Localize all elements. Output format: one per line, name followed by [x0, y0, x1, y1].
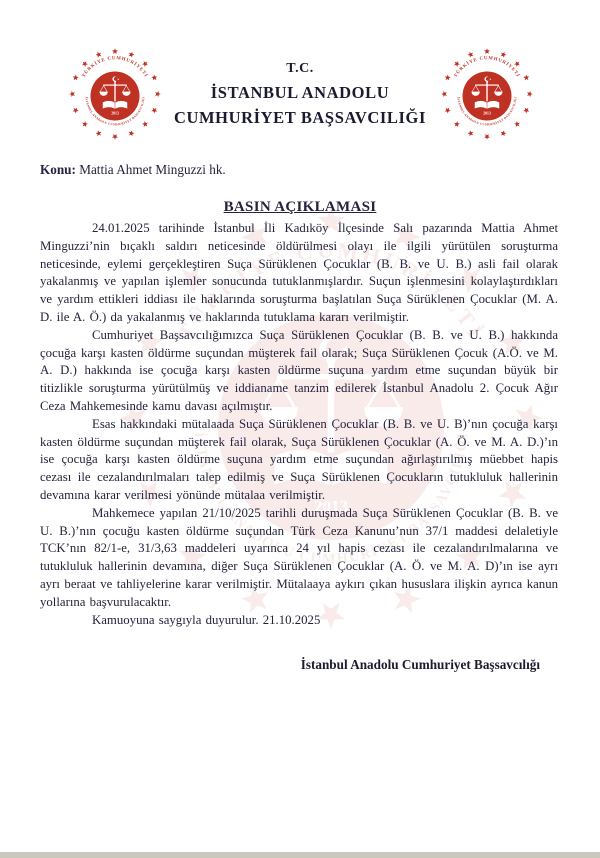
body-paragraph-4: Mahkemece yapılan 21/10/2025 tarihli duruşmada Suça Sürüklenen Çocuklar (B. B. ve U. B.)’nın çocuğu kasten öldürme suçundan Türk Ceza Kanunu’nun 37/1 maddesi delaletiyle TCK’nın 82/1-e, 31/3,63 maddeleri uyarınca 24 yıl hapis cezası ile cezalandırılmalarına ve tutukluluk hallerinin devamına, diğer Suça Sürüklenen Çocuklar (A. Ö. ve M. A. D)’ın ise ayrı ayrı beraat ve tahliyelerine karar verilmiştir. Mütalaaya aykırı çıkan hususlara ilişkin ayrıca kanun yollarına başvurulacaktır. — [40, 505, 558, 609]
header-org-line1: İSTANBUL ANADOLU — [210, 83, 390, 102]
header-org-line2: CUMHURİYET BAŞSAVCILIĞI — [173, 108, 427, 127]
signature-line: İstanbul Anadolu Cumhuriyet Başsavcılığı — [300, 657, 540, 673]
subject-line — [0, 148, 600, 178]
justice-seal-emblem-left — [66, 45, 164, 143]
body-paragraph-2: Cumhuriyet Başsavcılığımızca Suça Sürüklenen Çocuklar (B. B. ve U. B.) hakkında çocuğa karşı kasten öldürme suçundan müşterek fail olarak; Suça Sürüklenen Çocuk (A.Ö. ve M. A. D.) hakkında ise çocuğa karşı kasten öldürme suçuna yardım etme suçundan büyük bir titizlikle soruşturma yürütülmüş ve iddianame tanzim edilerek İstanbul Anadolu 2. Çocuk Ağır Ceza Mahkemesinde kamu davası açılmıştır. — [40, 327, 558, 413]
body-paragraph-1: 24.01.2025 tarihinde İstanbul İli Kadıköy İlçesinde Salı pazarında Mattia Ahmet Minguzzi’nin bıçaklı saldırı neticesinde öldürülmesi olayı ile ilgili yürütülen soruşturma neticesinde, eylemi gerçekleştiren Suça Sürüklenen Çocuklar (B. B. ve U. B.) asli fail olarak yakalanmış ve yapılan işlemler sonucunda tutuklanmışlardır. Suçun işlenmesini kolaylaştırdıkları ve yardım ettikleri iddiası ile haklarında soruşturma başlatılan Suça Sürüklenen Çocuklar (M. A. D. ile A. Ö.) da yakalanmış ve haklarında tutuklama kararı verilmiştir. — [40, 221, 558, 324]
press-release-title: BASIN AÇIKLAMASI — [223, 199, 377, 215]
letterhead — [0, 0, 600, 148]
subject-value: Mattia Ahmet Minguzzi hk. — [79, 162, 226, 177]
footer-bar — [0, 852, 600, 858]
justice-seal-emblem-right — [438, 45, 536, 143]
body-text — [0, 216, 600, 629]
closing-line: Kamuoyuna saygıyla duyurulur. 21.10.2025 — [92, 612, 321, 627]
subject-label: Konu: — [40, 162, 76, 177]
body-paragraph-3: Esas hakkındaki mütalaada Suça Sürüklenen Çocuklar (B. B. ve U. B)’nın çocuğa karşı kasten öldürme suçundan müşterek fail olarak, Suça Sürüklenen Çocuklar (A. Ö. ve M. A. D.)’ın ise çocuğa karşı kasten öldürme suçuna yardım etme suçundan ağırlaştırılmış müebbet hapis cezası ile cezalandırılmaları talep edilmiş ve Suça Sürüklenen Çocukların tutukluluk hallerinin devamına karar verilmesi yönünde mütalaa verilmiştir. — [40, 416, 558, 502]
header-tc: T.C. — [286, 61, 314, 76]
